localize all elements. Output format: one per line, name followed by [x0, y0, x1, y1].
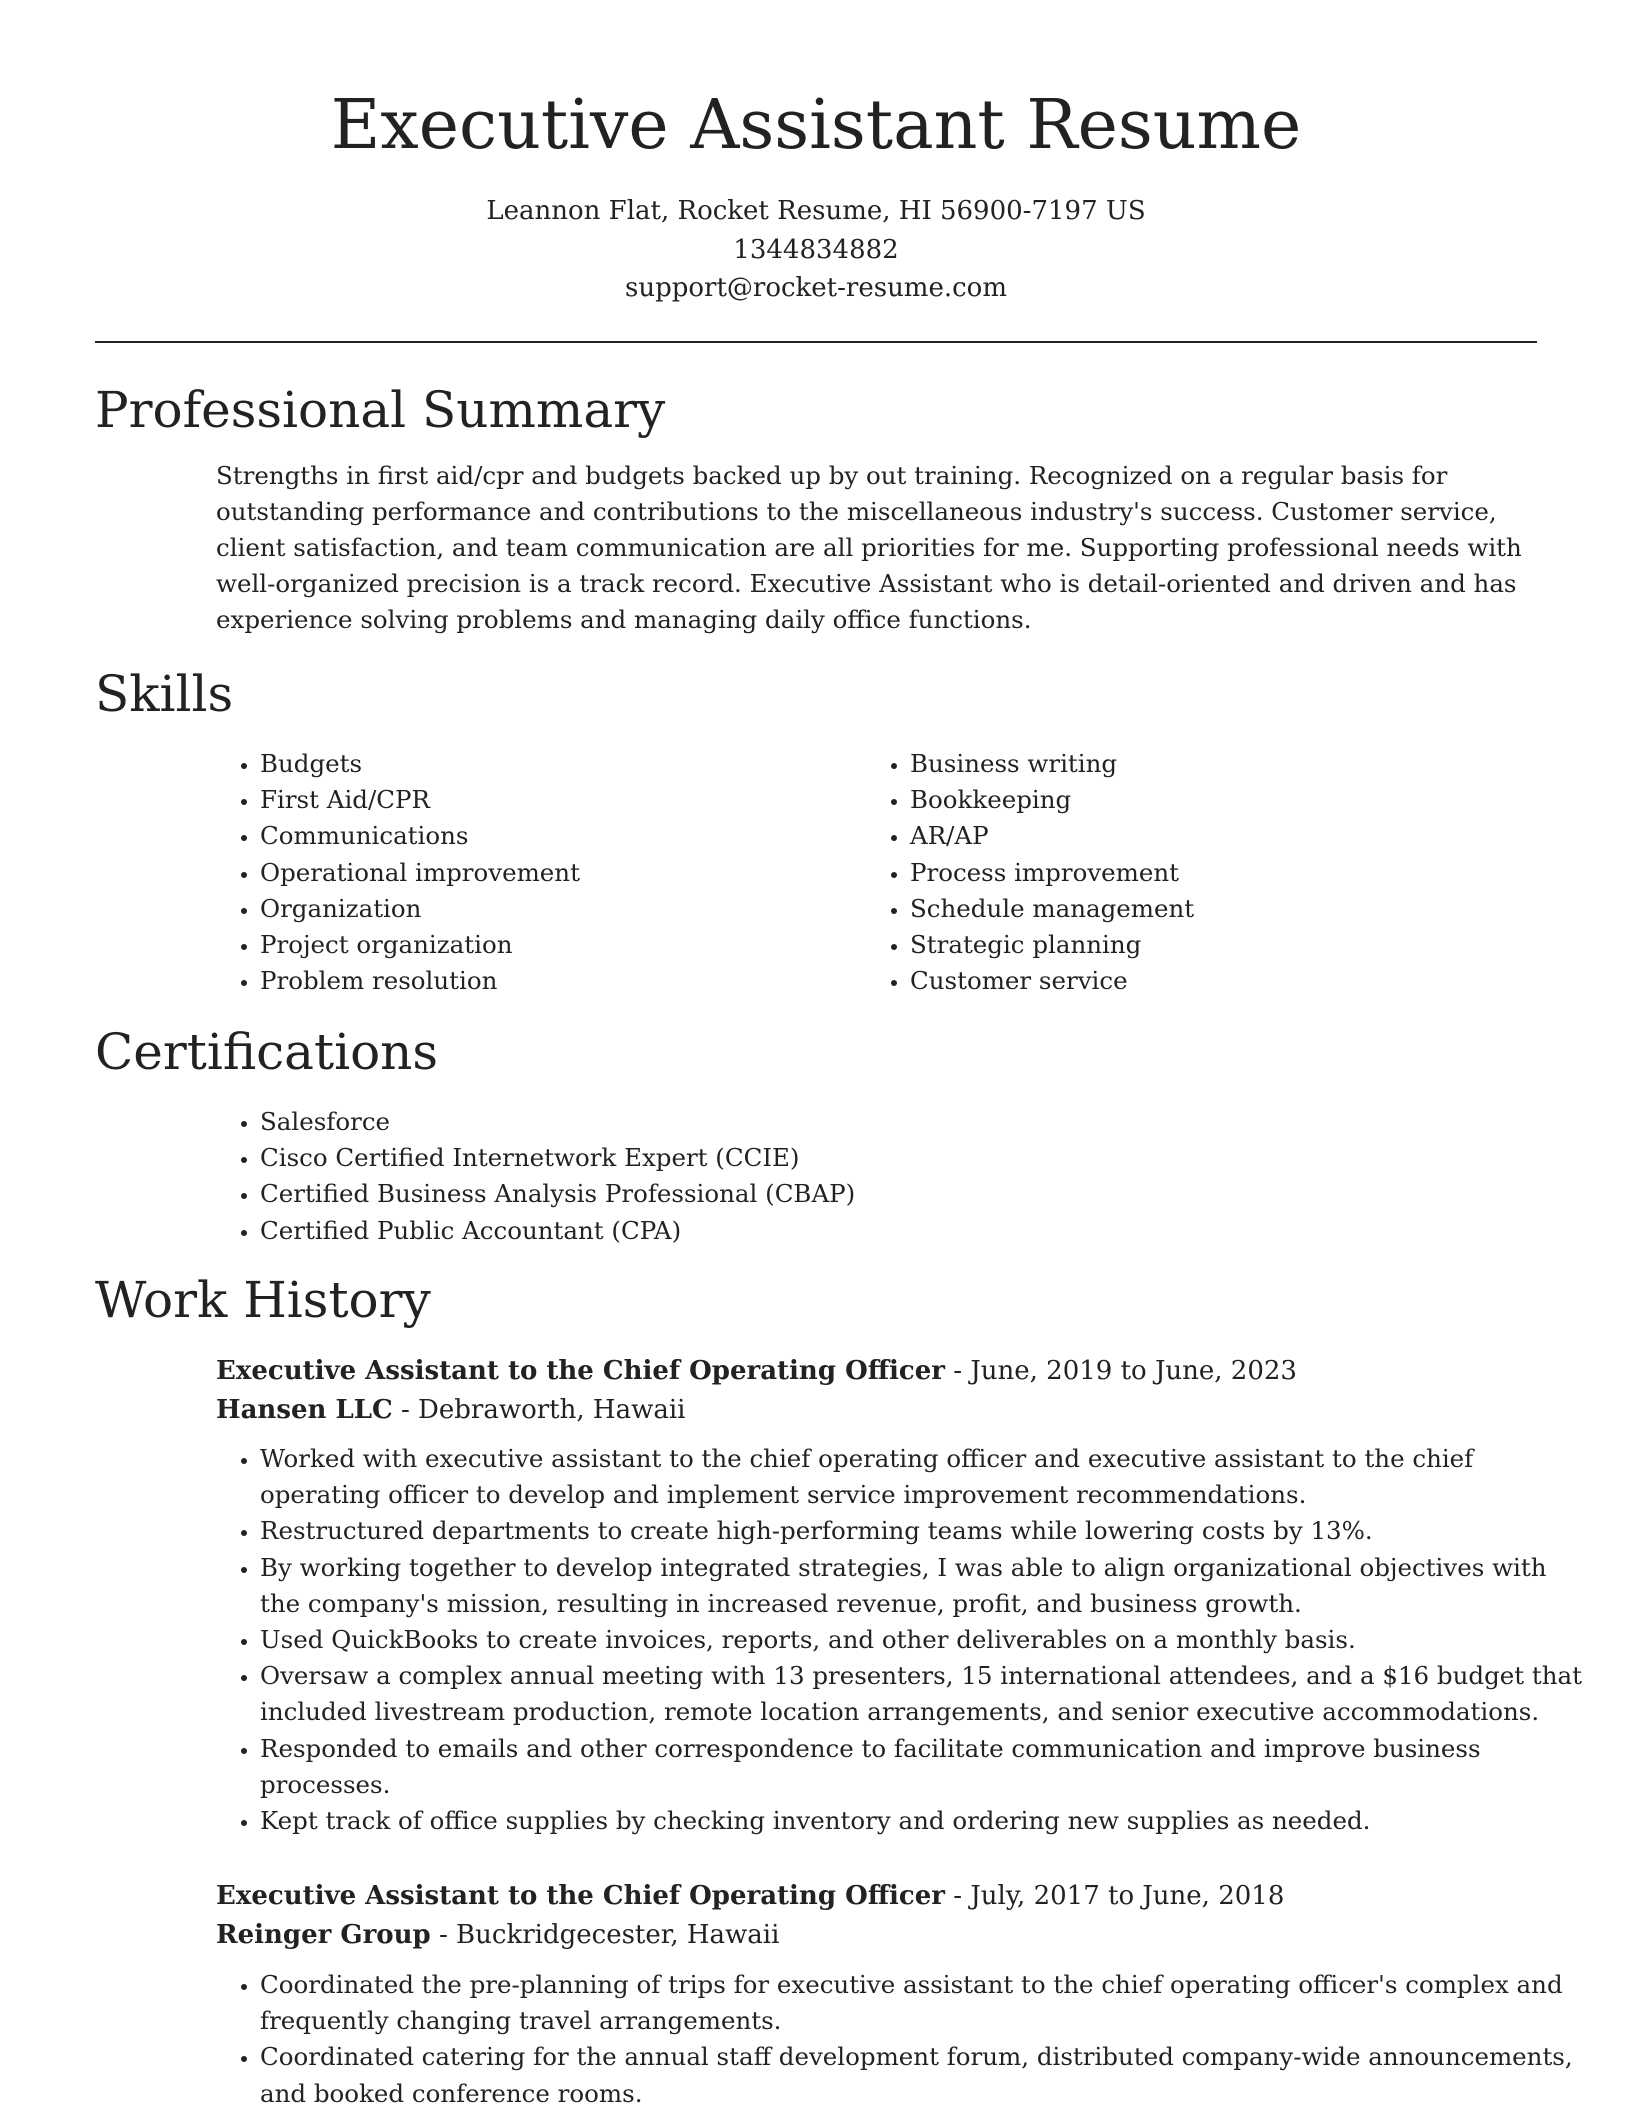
job-bullet: • Restructured departments to create high-performing teams while lowering costs by 13%. — [260, 1513, 1582, 1549]
skills-list-left — [216, 746, 820, 999]
skills-heading: Skills — [95, 665, 234, 723]
job-company-line — [216, 1391, 685, 1429]
contact-info — [0, 192, 1632, 308]
skill-item: • Operational improvement — [260, 855, 820, 891]
resume-title: Executive Assistant Resume — [330, 86, 1302, 165]
job-bullet: • Responded to emails and other correspondence to facilitate communication and improve business processes. — [260, 1731, 1582, 1803]
contact-email: support@rocket-resume.com — [624, 273, 1007, 303]
contact-address: Leannon Flat, Rocket Resume, HI 56900-7197 US — [486, 196, 1146, 226]
job-title: Executive Assistant to the Chief Operating Officer — [216, 1881, 946, 1911]
skill-item: • AR/AP — [910, 818, 1530, 854]
skill-item: • Budgets — [260, 746, 820, 782]
skill-item: • Communications — [260, 818, 820, 854]
job-title-line — [216, 1352, 1297, 1390]
job-dates: - June, 2019 to June, 2023 — [945, 1356, 1297, 1386]
skill-item: • Customer service — [910, 963, 1530, 999]
skill-item: • Project organization — [260, 927, 820, 963]
job-company: Hansen LLC — [216, 1395, 393, 1425]
job-location: - Debraworth, Hawaii — [392, 1395, 686, 1425]
header-divider — [95, 341, 1537, 343]
job-bullet: • Oversaw a complex annual meeting with 13 presenters, 15 international attendees, and a $16 budget that included livestream production, remote location arrangements, and senior executive accommodations. — [260, 1658, 1582, 1730]
skill-item: • Organization — [260, 891, 820, 927]
skills-list-right — [866, 746, 1530, 999]
certification-item: • Certified Public Accountant (CPA) — [260, 1213, 1460, 1249]
skill-item: • Process improvement — [910, 855, 1530, 891]
job-bullet: • Kept track of office supplies by checking inventory and ordering new supplies as needed. — [260, 1803, 1582, 1839]
job-bullets — [216, 1441, 1582, 1839]
certifications-heading: Certifications — [95, 1023, 439, 1081]
skill-item: • Problem resolution — [260, 963, 820, 999]
job-company: Reinger Group — [216, 1920, 431, 1950]
job-title: Executive Assistant to the Chief Operating Officer — [216, 1356, 946, 1386]
certification-item: • Cisco Certified Internetwork Expert (CCIE) — [260, 1140, 1460, 1176]
job-bullets — [216, 1967, 1582, 2112]
job-title-line — [216, 1877, 1284, 1915]
contact-phone: 1344834882 — [733, 234, 899, 265]
skill-item: • Business writing — [910, 746, 1530, 782]
skill-item: • Schedule management — [910, 891, 1530, 927]
certification-item: • Salesforce — [260, 1104, 1460, 1140]
certifications-list — [216, 1104, 1460, 1249]
job-dates: - July, 2017 to June, 2018 — [945, 1881, 1285, 1911]
job-location: - Buckridgecester, Hawaii — [430, 1920, 780, 1950]
work-history-heading: Work History — [95, 1271, 431, 1329]
certification-item: • Certified Business Analysis Professional (CBAP) — [260, 1176, 1460, 1212]
summary-text: Strengths in first aid/cpr and budgets backed up by out training. Recognized on a regular basis for outstanding performance and contributions to the miscellaneous industry's success. Customer service, client satisfaction, and team communication are all priorities for me. Supporting professional needs with well-organized precision is a track record. Executive Assistant who is detail-oriented and driven and has experience solving problems and managing daily office functions. — [216, 461, 1522, 634]
skill-item: • Bookkeeping — [910, 782, 1530, 818]
job-bullet: • By working together to develop integrated strategies, I was able to align organizational objectives with the company's mission, resulting in increased revenue, profit, and business growth. — [260, 1550, 1582, 1622]
skill-item: • Strategic planning — [910, 927, 1530, 963]
skill-item: • First Aid/CPR — [260, 782, 820, 818]
job-bullet: • Worked with executive assistant to the chief operating officer and executive assistant to the chief operating officer to develop and implement service improvement recommendations. — [260, 1441, 1582, 1513]
job-bullet: • Used QuickBooks to create invoices, reports, and other deliverables on a monthly basis. — [260, 1622, 1582, 1658]
job-company-line — [216, 1916, 779, 1954]
job-bullet: • Coordinated the pre-planning of trips for executive assistant to the chief operating officer's complex and frequently changing travel arrangements. — [260, 1967, 1582, 2039]
job-bullet: • Coordinated catering for the annual staff development forum, distributed company-wide announcements, and booked conference rooms. — [260, 2039, 1582, 2111]
summary-heading: Professional Summary — [95, 381, 666, 439]
